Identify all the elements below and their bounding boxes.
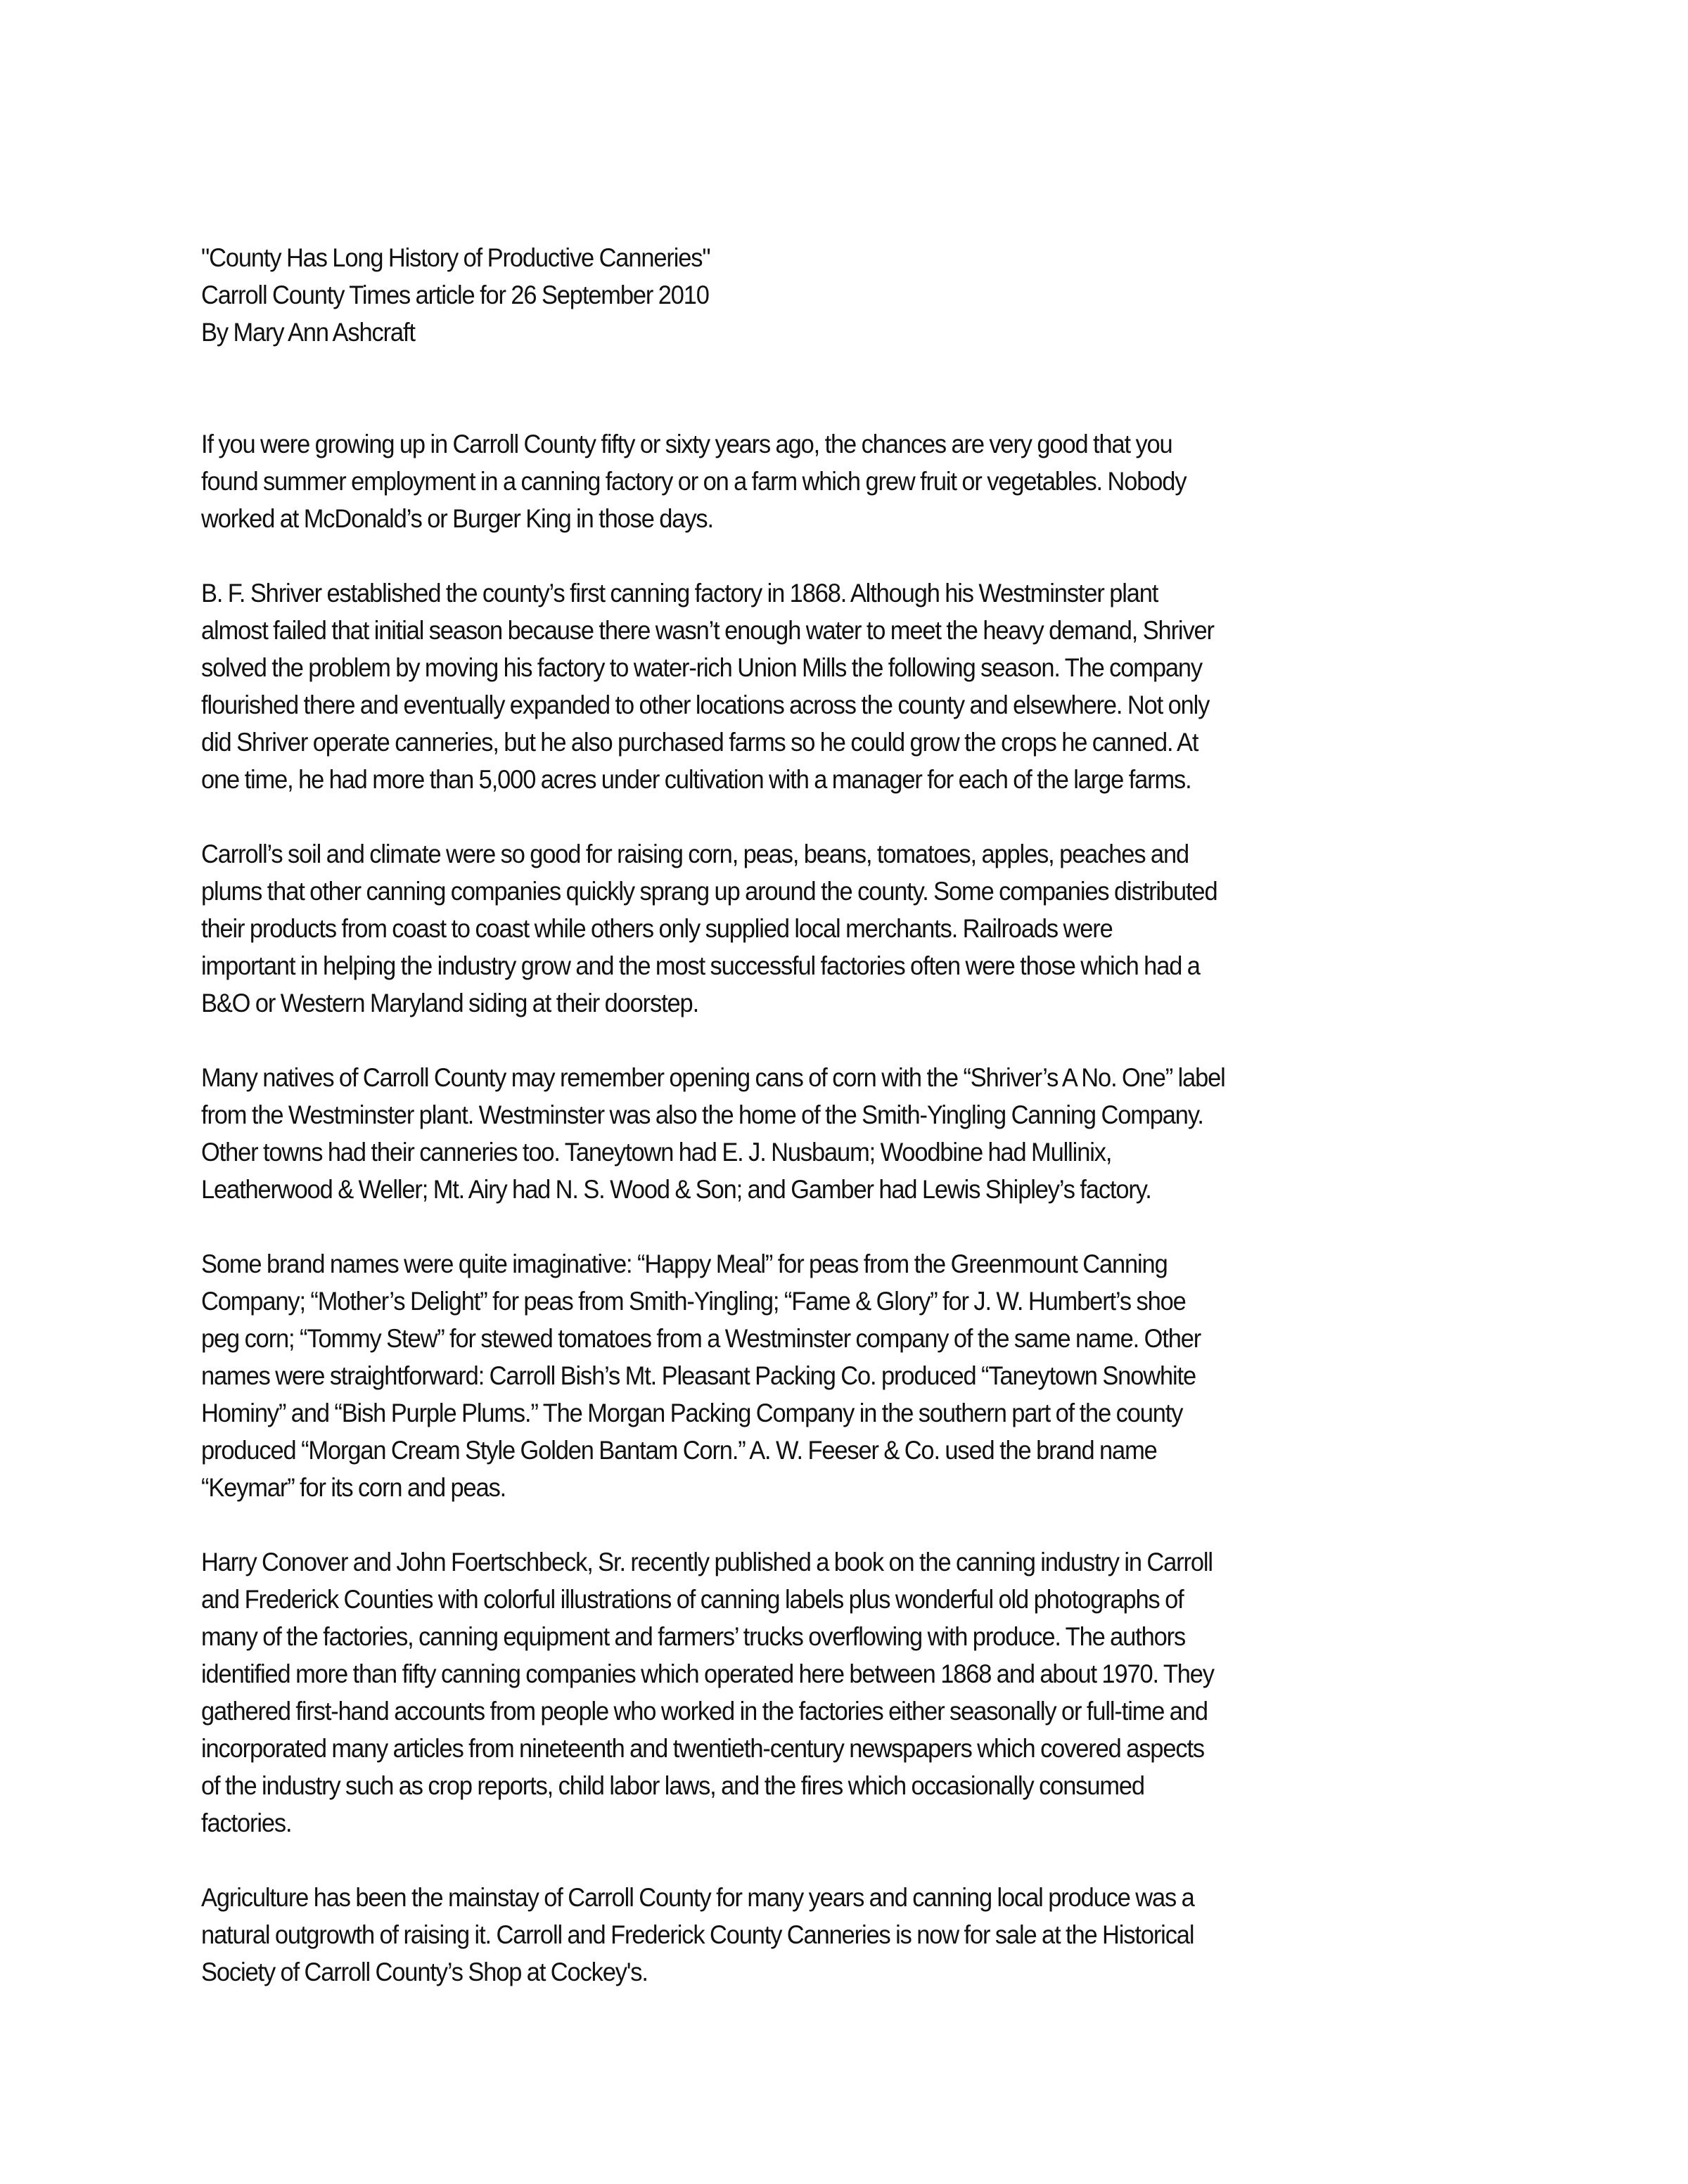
article-header (201, 239, 1523, 351)
text-line: gathered first-hand accounts from people who worked in the factories either seasonally or full-time and (201, 1697, 1208, 1726)
text-line: Society of Carroll County’s Shop at Cockey's. (201, 1958, 648, 1986)
byline: By Mary Ann Ashcraft (201, 318, 415, 347)
text-line: natural outgrowth of raising it. Carroll and Frederick County Canneries is now for sale at the Historical (201, 1920, 1194, 1949)
text-line: B. F. Shriver established the county’s first canning factory in 1868. Although his Westminster plant (201, 579, 1158, 608)
text-line: many of the factories, canning equipment and farmers’ trucks overflowing with produce. The authors (201, 1622, 1186, 1651)
text-line: from the Westminster plant. Westminster was also the home of the Smith-Yingling Canning Company. (201, 1100, 1203, 1129)
text-line: did Shriver operate canneries, but he also purchased farms so he could grow the crops he canned. At (201, 728, 1198, 757)
text-line: and Frederick Counties with colorful illustrations of canning labels plus wonderful old photographs of (201, 1585, 1184, 1614)
text-line: important in helping the industry grow and the most successful factories often were those which had a (201, 951, 1200, 980)
text-line: plums that other canning companies quickly sprang up around the county. Some companies distributed (201, 877, 1217, 906)
article-body (201, 425, 1523, 1991)
text-line: produced “Morgan Cream Style Golden Bantam Corn.” A. W. Feeser & Co. used the brand name (201, 1436, 1157, 1465)
text-line: “Keymar” for its corn and peas. (201, 1473, 506, 1502)
text-line: found summer employment in a canning factory or on a farm which grew fruit or vegetables. Nobody (201, 467, 1187, 496)
document-page (201, 239, 1523, 2028)
text-line: B&O or Western Maryland siding at their doorstep. (201, 989, 699, 1017)
text-line: names were straightforward: Carroll Bish’s Mt. Pleasant Packing Co. produced “Taneytown Snowhite (201, 1361, 1196, 1390)
paragraph-soil-climate (201, 835, 1523, 1022)
text-line: incorporated many articles from nineteenth and twentieth-century newspapers which covered aspects (201, 1734, 1204, 1763)
article-title: "County Has Long History of Productive Canneries" (201, 243, 710, 272)
paragraph-shriver (201, 574, 1523, 798)
text-line: If you were growing up in Carroll County fifty or sixty years ago, the chances are very good that you (201, 430, 1172, 458)
text-line: Harry Conover and John Foertschbeck, Sr. recently published a book on the canning industry in Carroll (201, 1548, 1213, 1576)
text-line: identified more than fifty canning companies which operated here between 1868 and about 1970. They (201, 1659, 1214, 1688)
text-line: their products from coast to coast while others only supplied local merchants. Railroads were (201, 914, 1113, 943)
paragraph-brand-names (201, 1245, 1523, 1506)
paragraph-conclusion (201, 1879, 1523, 1991)
text-line: almost failed that initial season because there wasn’t enough water to meet the heavy demand, Shriver (201, 616, 1214, 645)
text-line: Leatherwood & Weller; Mt. Airy had N. S. Wood & Son; and Gamber had Lewis Shipley’s factory. (201, 1175, 1151, 1204)
text-line: solved the problem by moving his factory to water-rich Union Mills the following season. The company (201, 653, 1202, 682)
text-line: Many natives of Carroll County may remember opening cans of corn with the “Shriver’s A No. One” label (201, 1063, 1225, 1092)
paragraph-intro (201, 425, 1523, 537)
text-line: worked at McDonald’s or Burger King in those days. (201, 504, 713, 533)
paragraph-book (201, 1543, 1523, 1842)
text-line: Other towns had their canneries too. Taneytown had E. J. Nusbaum; Woodbine had Mullinix, (201, 1138, 1112, 1167)
text-line: Agriculture has been the mainstay of Carroll County for many years and canning local produce was a (201, 1883, 1194, 1912)
publication-line: Carroll County Times article for 26 September 2010 (201, 281, 709, 309)
text-line: Hominy” and “Bish Purple Plums.” The Morgan Packing Company in the southern part of the county (201, 1399, 1183, 1427)
text-line: factories. (201, 1809, 292, 1837)
text-line: Carroll’s soil and climate were so good for raising corn, peas, beans, tomatoes, apples, peaches and (201, 840, 1189, 868)
text-line: flourished there and eventually expanded to other locations across the county and elsewhere. Not only (201, 690, 1210, 719)
paragraph-natives (201, 1059, 1523, 1208)
text-line: Some brand names were quite imaginative: “Happy Meal” for peas from the Greenmount Canning (201, 1250, 1168, 1278)
text-line: one time, he had more than 5,000 acres under cultivation with a manager for each of the large farms. (201, 765, 1191, 794)
text-line: peg corn; “Tommy Stew” for stewed tomatoes from a Westminster company of the same name. Other (201, 1324, 1201, 1353)
text-line: Company; “Mother’s Delight” for peas from Smith-Yingling; “Fame & Glory” for J. W. Humbert’s shoe (201, 1287, 1186, 1316)
text-line: of the industry such as crop reports, child labor laws, and the fires which occasionally consumed (201, 1771, 1144, 1800)
